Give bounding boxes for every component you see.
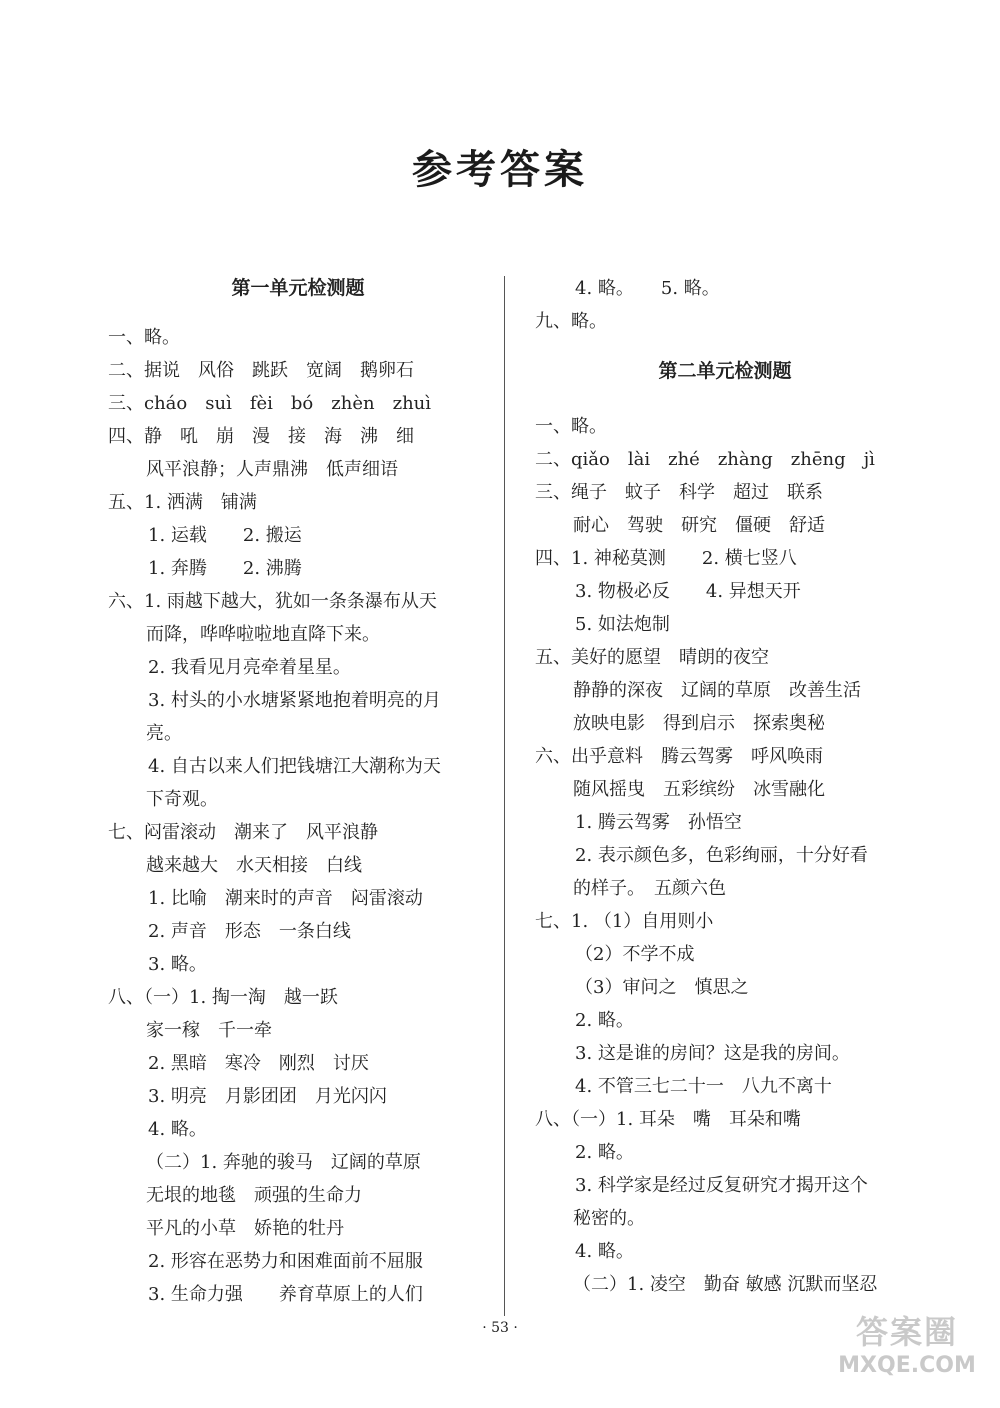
answer-line: 一、略。 (535, 416, 607, 437)
answer-line: 而降，哗哗啦啦地直降下来。 (146, 624, 380, 645)
answer-line: 四、静 吼 崩 漫 接 海 沸 细 (108, 426, 414, 447)
answer-line: 下奇观。 (146, 789, 218, 810)
answer-line: 越来越大 水天相接 白线 (146, 855, 362, 876)
answer-line: 4. 略。 (148, 1119, 207, 1140)
answer-line: 无垠的地毯 顽强的生命力 (146, 1185, 362, 1206)
answer-line: 1. 比喻 潮来时的声音 闷雷滚动 (148, 888, 423, 909)
answer-line: 风平浪静；人声鼎沸 低声细语 (146, 459, 398, 480)
answer-line: 1. 腾云驾雾 孙悟空 (575, 812, 742, 833)
left-column (108, 272, 488, 1311)
answer-line: 4. 略。 5. 略。 (575, 278, 720, 299)
answer-line: （二）1. 奔驰的骏马 辽阔的草原 (146, 1152, 421, 1173)
watermark-url: MXQE.COM (838, 1353, 976, 1378)
answer-line: 二、qiǎo lài zhé zhàng zhēng jì (535, 449, 875, 470)
answer-line: 五、美好的愿望 晴朗的夜空 (535, 647, 769, 668)
answer-line: 3. 明亮 月影团团 月光闪闪 (148, 1086, 387, 1107)
answer-line: 3. 村头的小水塘紧紧地抱着明亮的月 (148, 690, 441, 711)
answer-line: 3. 生命力强 养育草原上的人们 (148, 1284, 423, 1305)
answer-line: 七、闷雷滚动 潮来了 风平浪静 (108, 822, 378, 843)
answer-line: 九、略。 (535, 311, 607, 332)
answer-line: 平凡的小草 娇艳的牡丹 (146, 1218, 344, 1239)
right-column (535, 272, 915, 1301)
answer-line: 2. 黑暗 寒冷 刚烈 讨厌 (148, 1053, 369, 1074)
answer-line: 家一稼 千一牵 (146, 1020, 272, 1041)
answer-line: 五、1. 洒满 铺满 (108, 492, 257, 513)
answer-line: 4. 略。 (575, 1241, 634, 1262)
column-divider (504, 276, 505, 1316)
watermark-text: 答案圈 (855, 1313, 958, 1351)
answer-line: 3. 科学家是经过反复研究才揭开这个 (575, 1175, 868, 1196)
answer-line: 2. 略。 (575, 1142, 634, 1163)
watermark-logo (832, 1312, 982, 1392)
answer-line: 的样子。 五颜六色 (573, 878, 726, 899)
answer-line: 一、略。 (108, 327, 180, 348)
answer-line: 2. 略。 (575, 1010, 634, 1031)
answer-line: 3. 物极必反 4. 异想天开 (575, 581, 801, 602)
answer-line: 三、绳子 蚊子 科学 超过 联系 (535, 482, 823, 503)
answer-line: （2）不学不成 (575, 944, 695, 965)
answer-line: 八、（一）1. 掏一淘 越一跃 (108, 987, 338, 1008)
answer-line: 耐心 驾驶 研究 僵硬 舒适 (573, 515, 825, 536)
answer-line: 3. 略。 (148, 954, 207, 975)
answer-line: 2. 声音 形态 一条白线 (148, 921, 351, 942)
answer-line: 4. 自古以来人们把钱塘江大潮称为天 (148, 756, 441, 777)
answer-line: 静静的深夜 辽阔的草原 改善生活 (573, 680, 861, 701)
answer-line: 八、（一）1. 耳朵 嘴 耳朵和嘴 (535, 1109, 801, 1130)
answer-line: 六、出乎意料 腾云驾雾 呼风唤雨 (535, 746, 823, 767)
page-title: 参考答案 (412, 147, 588, 193)
answer-line: 四、1. 神秘莫测 2. 横七竖八 (535, 548, 797, 569)
answer-line: （二）1. 凌空 勤奋 敏感 沉默而坚忍 (573, 1274, 878, 1295)
answer-line: 1. 运载 2. 搬运 (148, 525, 302, 546)
answer-line: 随风摇曳 五彩缤纷 冰雪融化 (573, 779, 825, 800)
page-number: · 53 · (482, 1320, 518, 1336)
answer-line: 六、1. 雨越下越大，犹如一条条瀑布从天 (108, 591, 437, 612)
answer-line: （3）审问之 慎思之 (575, 977, 749, 998)
answer-line: 二、据说 风俗 跳跃 宽阔 鹅卵石 (108, 360, 414, 381)
answer-line: 2. 表示颜色多，色彩绚丽，十分好看 (575, 845, 868, 866)
answer-line: 2. 我看见月亮牵着星星。 (148, 657, 351, 678)
answer-line: 放映电影 得到启示 探索奥秘 (573, 713, 825, 734)
answer-line: 3. 这是谁的房间？这是我的房间。 (575, 1043, 850, 1064)
section-title-unit-1: 第一单元检测题 (231, 277, 365, 299)
answer-line: 三、cháo suì fèi bó zhèn zhuì (108, 393, 432, 414)
section-title-unit-2: 第二单元检测题 (658, 360, 792, 382)
answer-line: 5. 如法炮制 (575, 614, 670, 635)
answer-line: 七、1. （1）自用则小 (535, 911, 714, 932)
answer-line: 1. 奔腾 2. 沸腾 (148, 558, 302, 579)
answer-line: 亮。 (146, 723, 182, 744)
answer-line: 4. 不管三七二十一 八九不离十 (575, 1076, 832, 1097)
answer-line: 2. 形容在恶势力和困难面前不屈服 (148, 1251, 423, 1272)
answer-line: 秘密的。 (573, 1208, 645, 1229)
